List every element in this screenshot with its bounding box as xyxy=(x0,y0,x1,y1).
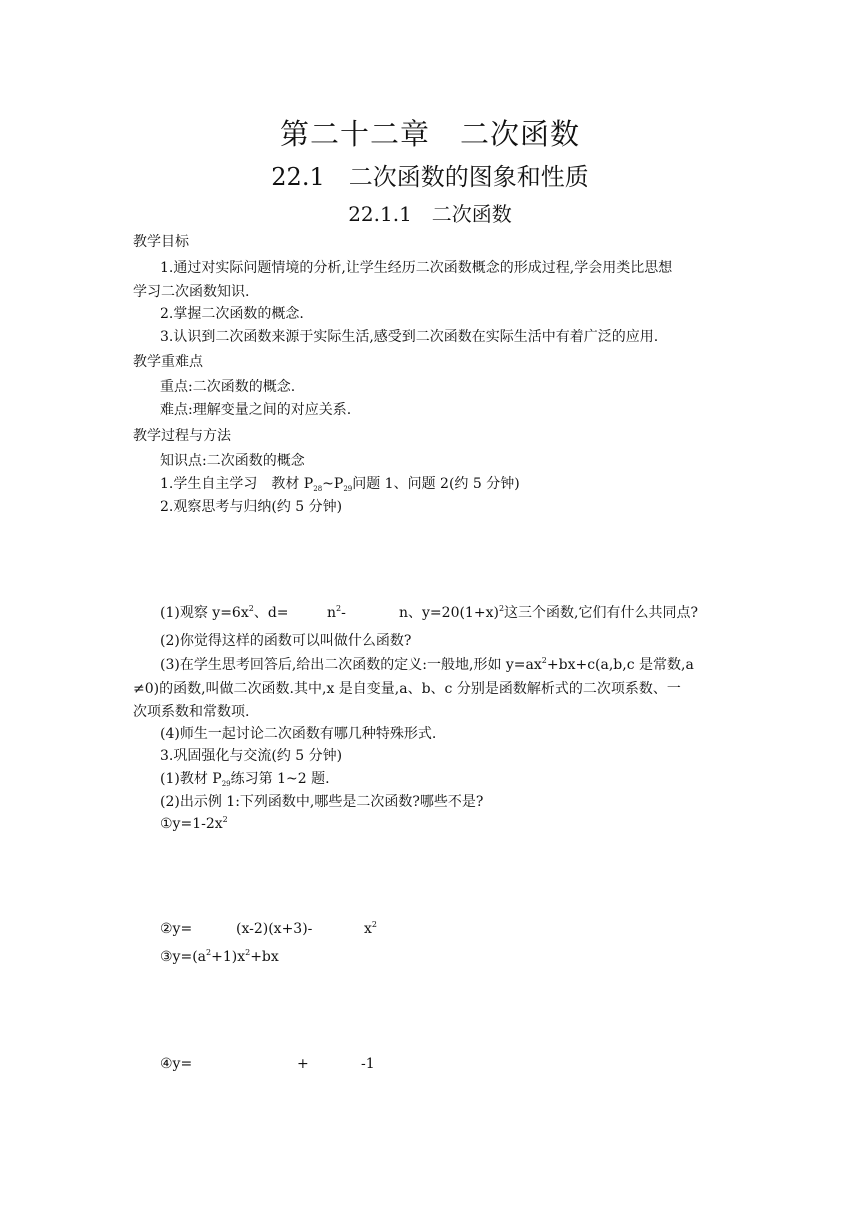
example-3-sup-1: 2 xyxy=(206,948,212,957)
objective-2: 2.掌握二次函数的概念. xyxy=(160,306,304,322)
objective-1-line-1: 1.通过对实际问题情境的分析,让学生经历二次函数概念的形成过程,学会用类比思想 xyxy=(160,260,673,276)
section-title: 22.1 二次函数的图象和性质 xyxy=(271,163,589,191)
objective-1-line-2: 学习二次函数知识. xyxy=(133,284,250,300)
example-3-sup-2: 2 xyxy=(245,948,251,957)
step-1-text-c: 问题 1、问题 2(约 5 分钟) xyxy=(352,476,520,492)
step-1 xyxy=(160,474,520,494)
question-3-sup: 2 xyxy=(541,656,547,665)
practice-2: (2)出示例 1:下列函数中,哪些是二次函数?哪些不是? xyxy=(160,794,484,810)
question-1-text-c: n xyxy=(327,605,337,621)
knowledge-point: 知识点:二次函数的概念 xyxy=(160,453,305,469)
objective-3: 3.认识到二次函数来源于实际生活,感受到二次函数在实际生活中有着广泛的应用. xyxy=(160,329,659,345)
example-3-text-c: +bx xyxy=(250,949,279,965)
example-3-text-b: +1)x xyxy=(211,949,246,965)
example-1-text: ①y=1-2x xyxy=(160,816,223,832)
practice-1-page: 29 xyxy=(221,780,231,788)
example-1 xyxy=(160,814,228,834)
chapter-title: 第二十二章 二次函数 xyxy=(279,117,580,151)
question-1-part-b xyxy=(327,603,346,623)
step-1-text-a: 1.学生自主学习 教材 P xyxy=(160,476,314,492)
key-points-heading: 教学重难点 xyxy=(133,354,203,370)
process-heading: 教学过程与方法 xyxy=(133,428,231,444)
question-1-text-a: (1)观察 y=6x xyxy=(160,605,249,621)
question-1-text-d: - xyxy=(341,605,346,621)
objectives-heading: 教学目标 xyxy=(133,234,189,250)
question-1-part-a xyxy=(160,603,289,623)
example-4-part-a: ④y= xyxy=(160,1056,193,1072)
example-2-part-b: (x-2)(x+3)- xyxy=(236,921,313,937)
step-3: 3.巩固强化与交流(约 5 分钟) xyxy=(160,748,343,764)
difficulty-point: 难点:理解变量之间的对应关系. xyxy=(160,402,352,418)
step-1-text-b: ~P xyxy=(322,476,344,492)
question-1-text-b: 、d= xyxy=(253,605,289,621)
question-3-line-3: 次项系数和常数项. xyxy=(133,704,250,720)
question-1-sup-1: 2 xyxy=(248,604,254,613)
practice-1-text-a: (1)教材 P xyxy=(160,771,222,787)
step-2: 2.观察思考与归纳(约 5 分钟) xyxy=(160,499,343,515)
example-4-part-c: -1 xyxy=(361,1056,375,1072)
question-4: (4)师生一起讨论二次函数有哪几种特殊形式. xyxy=(160,726,437,742)
example-2-part-c xyxy=(364,919,377,939)
key-point: 重点:二次函数的概念. xyxy=(160,379,296,395)
example-3 xyxy=(160,947,279,967)
subsection-title: 22.1.1 二次函数 xyxy=(348,202,512,226)
question-1-sup-2: 2 xyxy=(336,604,342,613)
example-3-text-a: ③y=(a xyxy=(160,949,206,965)
question-1-sup-3: 2 xyxy=(498,604,505,613)
question-3-text-a: (3)在学生思考回答后,给出二次函数的定义:一般地,形如 y=ax xyxy=(160,657,542,673)
question-3-line-1 xyxy=(160,655,694,675)
question-1-part-c xyxy=(399,603,698,623)
example-2-sup: 2 xyxy=(371,920,377,929)
example-2-text-c: x xyxy=(364,921,372,937)
question-2: (2)你觉得这样的函数可以叫做什么函数? xyxy=(160,633,412,649)
question-1-text-e: n、y=20(1+x) xyxy=(399,605,499,621)
practice-1 xyxy=(160,769,330,789)
step-1-page-end: 29 xyxy=(343,485,353,493)
question-3-line-2: ≠0)的函数,叫做二次函数.其中,x 是自变量,a、b、c 分别是函数解析式的二次项系数、一 xyxy=(133,681,681,697)
example-1-sup: 2 xyxy=(222,815,228,824)
example-4-part-b: + xyxy=(297,1056,309,1072)
question-1-text-f: 这三个函数,它们有什么共同点? xyxy=(504,605,698,621)
example-2-part-a: ②y= xyxy=(160,921,193,937)
practice-1-text-b: 练习第 1~2 题. xyxy=(230,771,330,787)
question-3-text-b: +bx+c(a,b,c 是常数,a xyxy=(546,657,694,673)
step-1-page-start: 28 xyxy=(313,485,323,493)
